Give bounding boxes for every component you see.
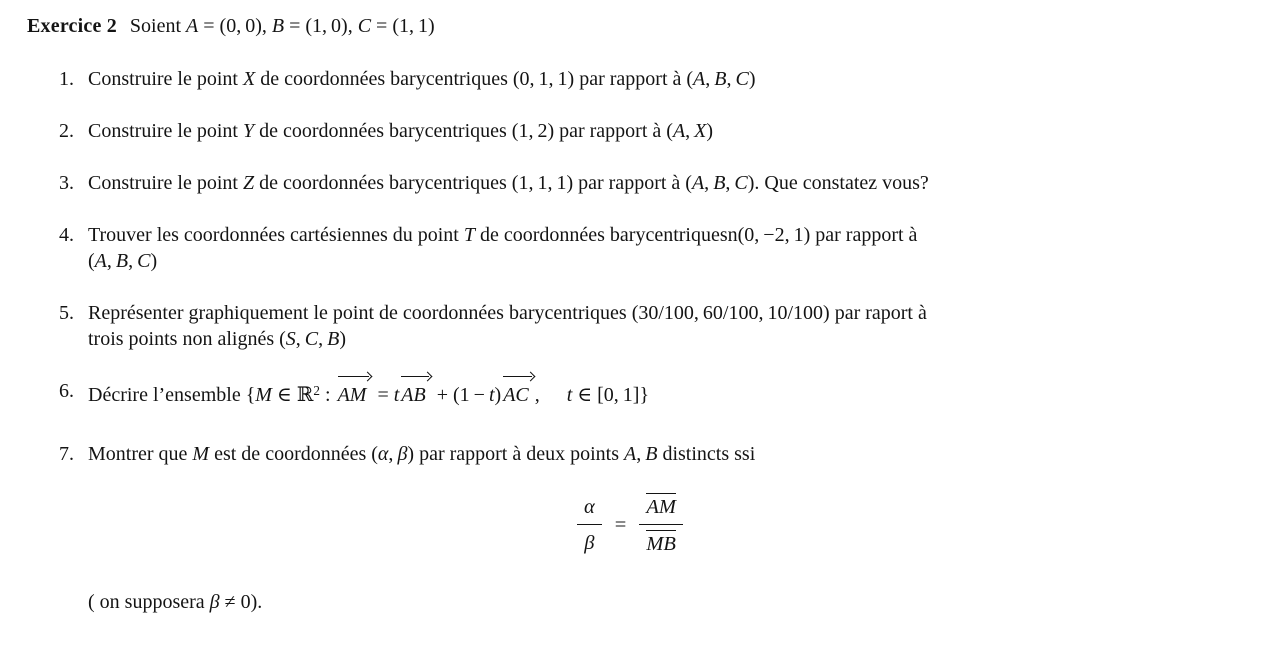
- fraction-denominator: [639, 525, 683, 557]
- vector-notation: AC: [503, 383, 529, 406]
- item-text: [88, 118, 1233, 144]
- item-number: 3.: [59, 172, 74, 194]
- text-segment: ∈ ℝ: [271, 383, 314, 406]
- beta-symbol: β: [584, 531, 595, 554]
- text-segment: ( on supposera: [88, 590, 210, 613]
- text-segment: ): [748, 68, 756, 90]
- text-segment: A: [672, 120, 686, 142]
- exercise-item-1: [27, 66, 1233, 92]
- exercise-title: Exercice 2: [27, 15, 117, 37]
- text-segment: β: [397, 442, 408, 465]
- text-segment: B: [327, 328, 340, 350]
- text-segment: C: [734, 172, 748, 194]
- exercise-item-7: [27, 441, 1233, 467]
- text-segment: de coordonnées barycentriquesn(0, −2, 1) par rapport à: [474, 224, 918, 246]
- item-text: [88, 378, 1233, 408]
- overline-AM: AM: [646, 493, 676, 519]
- exercise-item-3: [27, 170, 1233, 196]
- text-segment: ≠ 0).: [219, 590, 263, 613]
- text-segment: Construire le point: [88, 120, 243, 142]
- text-segment: A: [186, 15, 199, 37]
- exercise-item-2: [27, 118, 1233, 144]
- text-segment: Montrer que: [88, 442, 193, 465]
- text-segment: distincts ssi: [657, 442, 756, 465]
- text-segment: ,: [705, 68, 715, 90]
- text-segment: trois points non alignés (: [88, 328, 286, 350]
- item-text: [88, 300, 1233, 352]
- text-segment: ,: [636, 442, 646, 465]
- text-segment: B: [714, 68, 727, 90]
- item-number: 1.: [59, 68, 74, 90]
- text-segment: ,: [725, 172, 735, 194]
- item-text: [88, 222, 1233, 274]
- item-number: 4.: [59, 224, 74, 246]
- text-segment: de coordonnées barycentriques (1, 1, 1) par rapport à (: [254, 172, 692, 194]
- text-segment: Soient: [129, 15, 187, 37]
- text-segment: β: [209, 590, 220, 613]
- text-segment: B: [271, 15, 285, 37]
- text-segment: C: [357, 15, 372, 37]
- text-segment: ∈ [0, 1]}: [572, 383, 650, 406]
- equation-display: [27, 493, 1233, 557]
- text-segment: M: [255, 383, 272, 406]
- text-segment: ). Que constatez vous?: [747, 172, 929, 194]
- item-text: [88, 66, 1233, 92]
- item-number: 2.: [59, 120, 74, 142]
- text-segment: X: [694, 120, 707, 142]
- text-segment: ,: [534, 383, 540, 406]
- text-segment: Décrire l’ensemble {: [88, 383, 256, 406]
- text-segment: Trouver les coordonnées cartésiennes du point: [88, 224, 464, 246]
- item-text: [88, 170, 1233, 196]
- equals-sign: =: [614, 513, 627, 536]
- exercise-list: [27, 66, 1233, 467]
- text-segment: = (1, 1): [371, 15, 435, 37]
- text-segment: =: [372, 383, 394, 406]
- text-segment: B: [645, 442, 658, 465]
- exercise-item-6: [27, 378, 1233, 408]
- text-segment: ,: [295, 328, 305, 350]
- text-segment: t: [488, 383, 495, 406]
- exercise-item-5: [27, 300, 1233, 352]
- text-segment: Construire le point: [88, 172, 243, 194]
- text-segment: est de coordonnées (: [209, 442, 378, 465]
- item-number: 5.: [59, 302, 74, 324]
- text-segment: ,: [685, 120, 695, 142]
- text-segment: = (0, 0),: [198, 15, 272, 37]
- text-segment: :: [320, 383, 336, 406]
- item-number: 6.: [59, 380, 74, 402]
- vector-notation: AB: [401, 383, 426, 406]
- text-segment: α: [377, 442, 389, 465]
- text-segment: + (1 −: [431, 383, 489, 406]
- text-segment: S: [285, 328, 296, 350]
- text-segment: ,: [318, 328, 328, 350]
- alpha-symbol: α: [584, 495, 595, 518]
- text-segment: = (1, 0),: [284, 15, 358, 37]
- text-segment: Z: [242, 172, 255, 194]
- text-segment: ,: [388, 442, 398, 465]
- text-segment: de coordonnées barycentriques (0, 1, 1) par rapport à (: [255, 68, 694, 90]
- text-segment: A: [624, 442, 637, 465]
- fraction-numerator: [639, 493, 683, 525]
- text-segment: t: [566, 383, 573, 406]
- text-segment: ): [706, 120, 714, 142]
- lhs-fraction: [577, 494, 602, 556]
- exercise-intro: [130, 15, 435, 37]
- text-segment: Y: [242, 120, 255, 142]
- text-segment: ): [494, 383, 502, 406]
- text-segment: A: [94, 250, 107, 272]
- text-segment: (: [88, 250, 95, 272]
- text-segment: B: [115, 250, 129, 272]
- text-segment: X: [242, 68, 256, 90]
- text-segment: ,: [106, 250, 116, 272]
- text-segment: C: [137, 250, 151, 272]
- text-segment: Construire le point: [88, 68, 243, 90]
- text-segment: ): [150, 250, 158, 272]
- text-segment: T: [463, 224, 475, 246]
- exercise-item-4: [27, 222, 1233, 274]
- text-segment: Représenter graphiquement le point de coordonnées barycentriques (30/100, 60/100, 10/100) par raport à: [88, 302, 927, 324]
- fraction-numerator: [577, 494, 602, 525]
- text-segment: M: [192, 442, 210, 465]
- exercise-header: [27, 13, 1233, 39]
- item-text: [88, 441, 1233, 467]
- text-segment: A: [693, 68, 706, 90]
- text-segment: ,: [128, 250, 138, 272]
- fraction-denominator: [577, 525, 602, 556]
- text-segment: [540, 382, 567, 408]
- text-segment: ): [339, 328, 347, 350]
- overline-MB: MB: [646, 530, 676, 556]
- text-segment: B: [713, 172, 726, 194]
- text-segment: de coordonnées barycentriques (1, 2) par rapport à (: [254, 120, 673, 142]
- text-segment: t: [393, 383, 400, 406]
- text-segment: 2: [313, 383, 320, 398]
- item-number: 7.: [59, 442, 74, 465]
- rhs-fraction: [639, 493, 683, 557]
- text-segment: A: [691, 172, 705, 194]
- text-segment: ,: [726, 68, 736, 90]
- text-segment: C: [304, 328, 319, 350]
- assumption-note: [88, 589, 1233, 615]
- text-segment: ,: [704, 172, 714, 194]
- text-segment: C: [735, 68, 749, 90]
- vector-notation: AM: [337, 383, 367, 406]
- text-segment: ) par rapport à deux points: [407, 442, 625, 465]
